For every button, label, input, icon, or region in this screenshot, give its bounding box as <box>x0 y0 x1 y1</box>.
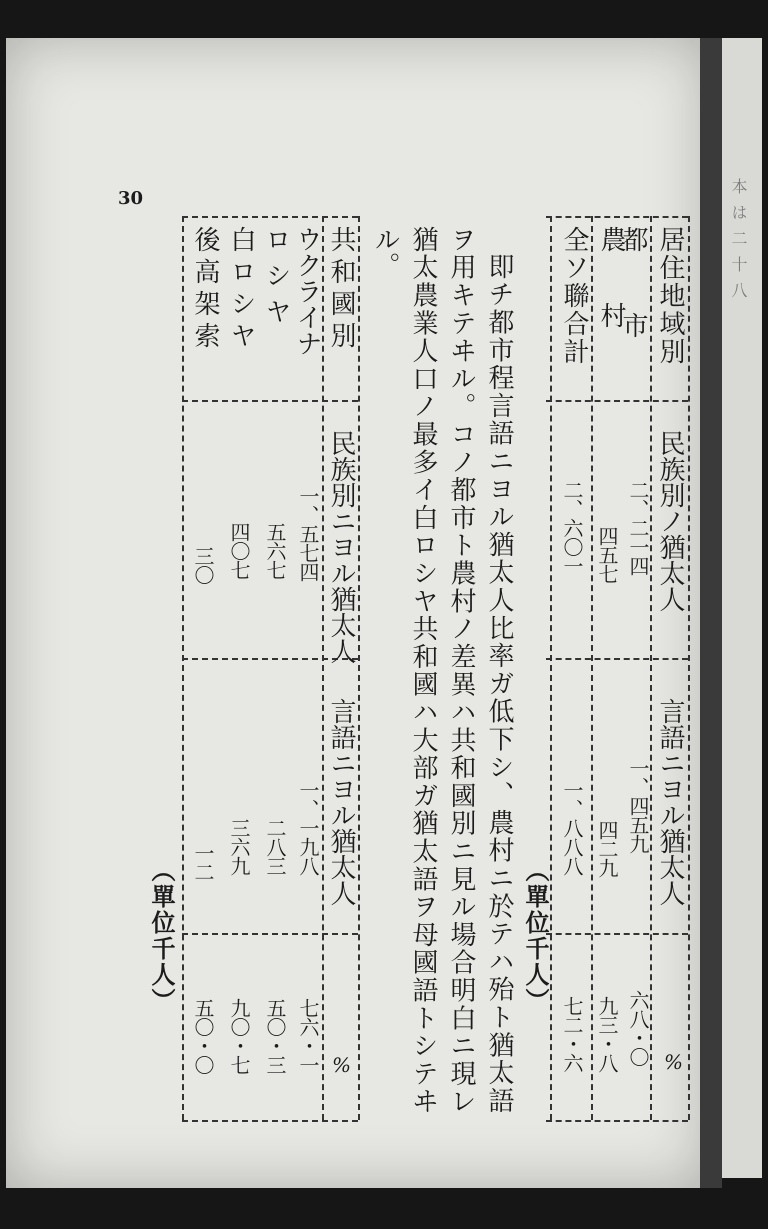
table-rule <box>322 216 324 1120</box>
table-rule <box>546 400 688 402</box>
cell-russia-lang: 二八三 <box>263 818 287 875</box>
book-page <box>6 38 706 1188</box>
table-rule <box>591 216 593 1120</box>
paragraph-line: 即チ都市程言語ニヨル猶太人比率ガ低下シ、農村ニ於テハ殆ト猶太語 <box>484 253 514 1115</box>
header-pct: % <box>332 1053 352 1077</box>
cell-russia-total: 五六七 <box>263 522 287 579</box>
book-spine <box>700 38 722 1188</box>
cell-total-total: 二、六〇一 <box>560 480 584 575</box>
table-rule <box>546 658 688 660</box>
cell-belarus-total: 四〇七 <box>227 522 251 579</box>
cell-ukraine-pct: 七六・一 <box>296 998 320 1074</box>
cell-total-pct: 七二・六 <box>560 996 584 1072</box>
table-rule <box>546 216 688 218</box>
table-rule <box>688 216 690 1120</box>
header-lang: 言語ニヨル猶太人 <box>326 698 356 906</box>
cell-transcaucasia-lang: 一二 <box>191 843 215 881</box>
row-label-ukraine: ウクライナ <box>292 226 322 356</box>
unit-note: （單位千人） <box>521 858 550 1014</box>
cell-village-pct: 九三・八 <box>595 996 619 1072</box>
cell-city-total: 二、二一四 <box>626 480 650 575</box>
header-republic: 共和國別 <box>326 226 356 354</box>
table-rule <box>182 216 358 218</box>
cell-ukraine-lang: 一、一九八 <box>296 780 320 875</box>
table-rule <box>546 1120 688 1122</box>
cell-transcaucasia-pct: 五〇・〇 <box>191 998 215 1074</box>
cell-russia-pct: 五〇・三 <box>263 998 287 1074</box>
table-rule <box>650 216 652 1120</box>
table-rule <box>182 1120 358 1122</box>
table-rule <box>182 400 358 402</box>
row-label-city: 都市 <box>618 226 648 398</box>
row-label-belarus: 白ロシヤ <box>226 226 256 354</box>
table-rule <box>182 216 184 1120</box>
cell-belarus-pct: 九〇・七 <box>227 998 251 1074</box>
cell-belarus-lang: 三六九 <box>227 818 251 875</box>
page-number: 30 <box>118 188 144 209</box>
row-label-total: 全ソ聯合計 <box>559 226 589 366</box>
unit-note: （單位千人） <box>147 858 176 1014</box>
cell-village-lang: 四二九 <box>595 820 619 877</box>
row-label-village: 農村 <box>596 226 626 378</box>
cell-city-pct: 六八・〇 <box>626 990 650 1066</box>
table-rule <box>182 933 358 935</box>
row-label-russia: ロシヤ <box>261 226 291 334</box>
header-total: 民族別ノ猶太人 <box>655 430 685 612</box>
table-rule <box>546 933 688 935</box>
header-lang: 言語ニヨル猶太人 <box>655 698 685 906</box>
header-total: 民族別ニヨル猶太人 <box>326 430 356 664</box>
table-rule <box>358 216 360 1120</box>
cell-total-lang: 一、八八八 <box>560 780 584 875</box>
cell-city-lang: 一、四五九 <box>626 758 650 853</box>
paragraph-line: 猶太農業人口ノ最多イ白ロシヤ共和國ハ大部ガ猶太語ヲ母國語トシテヰ <box>408 226 438 1116</box>
header-region: 居住地域別 <box>655 226 685 366</box>
paragraph-line: ル。 <box>370 226 400 278</box>
header-pct: % <box>664 1050 684 1074</box>
paragraph-line: ヲ用キテヰル。コノ都市ト農村ノ差異ハ共和國別ニ見ル場合明白ニ現レ <box>446 226 476 1116</box>
cell-transcaucasia-total: 三〇 <box>191 546 215 584</box>
cell-ukraine-total: 一、五七四 <box>296 486 320 581</box>
row-label-transcaucasia: 後高架索 <box>190 226 220 354</box>
next-page-edge <box>722 38 762 1178</box>
cell-village-total: 四五七 <box>595 526 619 583</box>
next-page-edge-text: 本は二十八 <box>729 178 748 308</box>
